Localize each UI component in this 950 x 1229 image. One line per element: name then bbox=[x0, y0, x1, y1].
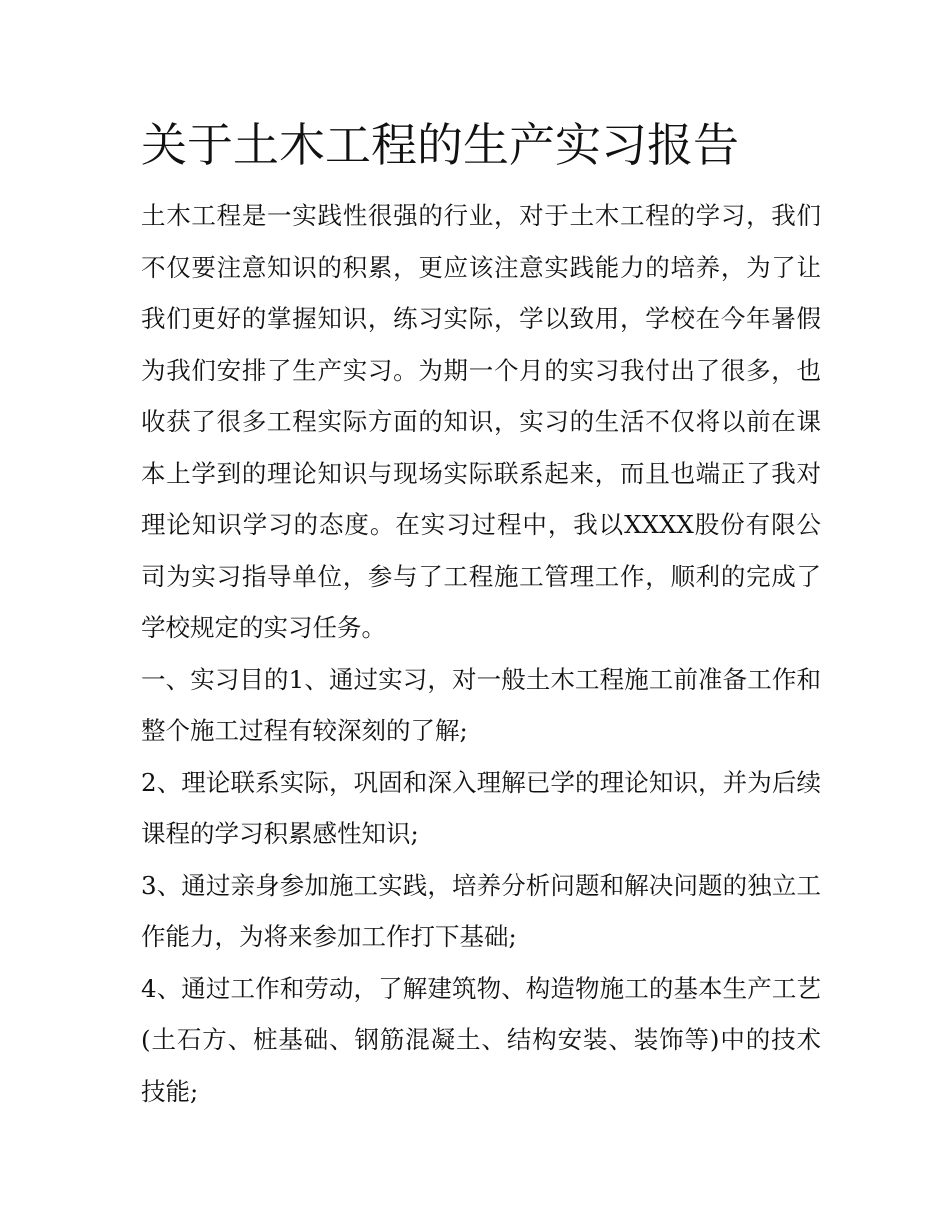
objective-item-4: 4、通过工作和劳动，了解建筑物、构造物施工的基本生产工艺(土石方、桩基础、钢筋混凝土、结构安装、装饰等)中的技术技能; bbox=[141, 973, 821, 1106]
objective-item-3: 3、通过亲身参加施工实践，培养分析问题和解决问题的独立工作能力，为将来参加工作打下基础; bbox=[141, 870, 821, 951]
intro-paragraph: 土木工程是一实践性很强的行业，对于土木工程的学习，我们不仅要注意知识的积累，更应该注意实践能力的培养，为了让我们更好的掌握知识，练习实际，学以致用，学校在今年暑假为我们安排了生产实习。为期一个月的实习我付出了很多，也收获了很多工程实际方面的知识，实习的生活不仅将以前在课本上学到的理论知识与现场实际联系起来，而且也端正了我对理论知识学习的态度。在实习过程中，我以XXXX股份有限公司为实习指导单位，参与了工程施工管理工作，顺利的完成了学校规定的实习任务。 bbox=[141, 201, 821, 642]
objective-item-1: 一、实习目的1、通过实习，对一般土木工程施工前准备工作和整个施工过程有较深刻的了解; bbox=[141, 664, 821, 745]
objective-item-2: 2、理论联系实际，巩固和深入理解已学的理论知识，并为后续课程的学习积累感性知识; bbox=[141, 767, 821, 848]
document-title: 关于土木工程的生产实习报告 bbox=[141, 118, 739, 172]
document-body bbox=[141, 112, 821, 1117]
